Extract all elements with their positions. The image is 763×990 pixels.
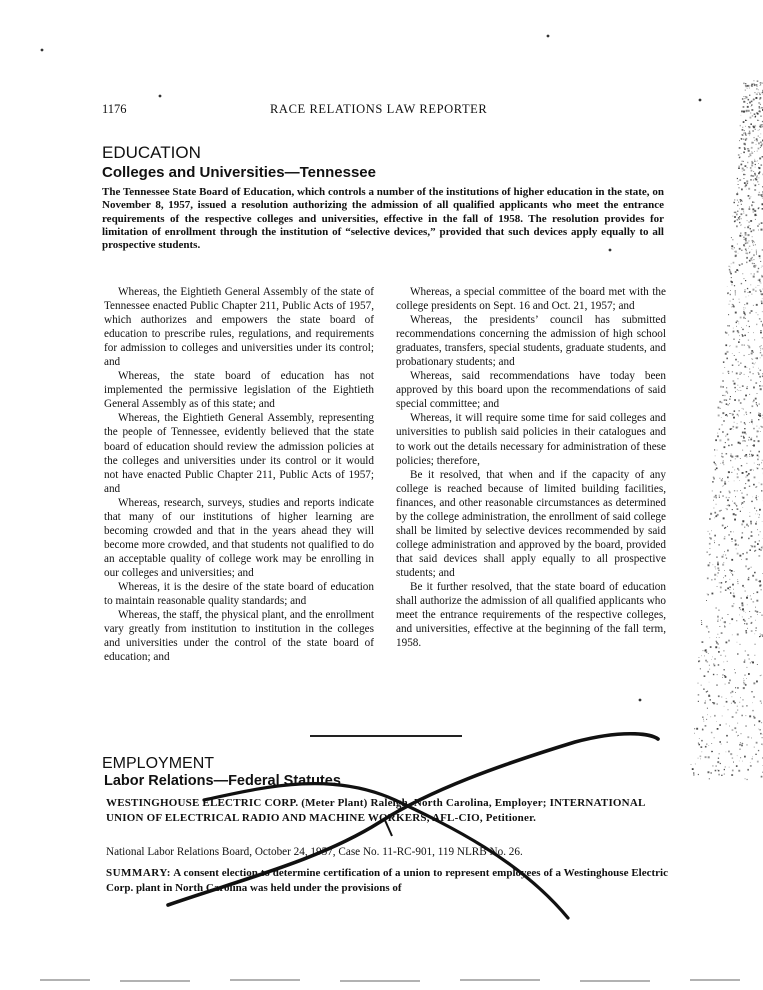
case-title: WESTINGHOUSE ELECTRIC CORP. (Meter Plant) Raleigh, North Carolina, Employer; INTERNATIONAL UNION OF ELECTRICAL RADIO AND MACHINE WORKERS, AFL-CIO, Petitioner. <box>106 797 645 824</box>
summary-text: A consent election to determine certification of a union to represent employees of a Westinghouse Electric Corp. plant in North Carolina was held under the provisions of <box>106 867 668 894</box>
whereas-paragraph: Whereas, a special committee of the board met with the college presidents on Sept. 16 and Oct. 21, 1957; and <box>396 286 666 313</box>
whereas-paragraph: Whereas, the state board of education has not implemented the permissive legislation of the Eightieth General Assembly as of this state; and <box>104 370 374 411</box>
publication-title: RACE RELATIONS LAW REPORTER <box>270 102 488 116</box>
whereas-paragraph: Whereas, the staff, the physical plant, and the enrollment vary greatly from institution to institution in the colleges and universities under the control of the state board of education; and <box>104 609 374 664</box>
page-number: 1176 <box>102 102 127 116</box>
whereas-paragraph: Whereas, said recommendations have today been approved by this board upon the recommendations of said special committee; and <box>396 370 666 411</box>
section-heading-employment: EMPLOYMENT <box>102 755 215 772</box>
section-heading-education: EDUCATION <box>102 143 201 162</box>
subsection-heading-colleges: Colleges and Universities—Tennessee <box>102 164 376 181</box>
case-citation: National Labor Relations Board, October 24, 1957, Case No. 11-RC-901, 119 NLRB No. 26. <box>106 846 523 858</box>
whereas-paragraph: Whereas, the presidents’ council has submitted recommendations concerning the admission of high school graduates, transfers, special students, graduate students, and probationary students; and <box>396 314 666 369</box>
whereas-paragraph: Whereas, it will require some time for said colleges and universities to publish said policies in their catalogues and to work out the details necessary for administration of these policies; therefore, <box>396 412 666 467</box>
resolved-paragraph: Be it resolved, that when and if the capacity of any college is reached because of limited building facilities, finances, and other reasonable circumstances as determined by the college administration, the enrollment of said college shall be limited by selective devices recommended by said college administration and approved by the board, provided that said devices shall apply equally to all prospective students; and <box>396 468 666 579</box>
whereas-paragraph: Whereas, it is the desire of the state board of education to maintain reasonable quality standards; and <box>104 580 374 608</box>
subsection-heading-labor: Labor Relations—Federal Statutes <box>104 773 341 789</box>
whereas-paragraph: Whereas, research, surveys, studies and reports indicate that many of our institutions of higher learning are becoming crowded and that in the years ahead they will become more crowded, and that students not qualified to do an acceptable quality of college work may be enrolling in our colleges and universities; and <box>104 496 374 579</box>
whereas-paragraph: Whereas, the Eightieth General Assembly of the state of Tennessee enacted Public Chapter 211, Public Acts of 1957, which authorizes and empowers the state board of education to prescribe rules, regulations, and requirements for admission to colleges and universities under its control; and <box>104 286 374 369</box>
summary-label: SUMMARY: <box>106 867 171 879</box>
headnote-summary: The Tennessee State Board of Education, which controls a number of the institutions of higher education in the state, on November 8, 1957, issued a resolution authorizing the admission of all qualified applicants who meet the entrance requirements of the respective colleges and universities, effective in the fall of 1958. The resolution provides for limitation of enrollment through the institution of “selective devices,” provided that such devices apply equally to all prospective students. <box>102 186 664 252</box>
resolved-paragraph: Be it further resolved, that the state board of education shall authorize the admission of all qualified applicants who meet the entrance requirements of the respective colleges, and universities, effective at the beginning of the fall term, 1958. <box>396 580 666 650</box>
whereas-paragraph: Whereas, the Eightieth General Assembly, representing the people of Tennessee, evidently believed that the state board of education should review the admission policies at the colleges and universities under its control or it would not have enacted Public Chapter 211, Public Acts of 1957; and <box>104 412 374 495</box>
